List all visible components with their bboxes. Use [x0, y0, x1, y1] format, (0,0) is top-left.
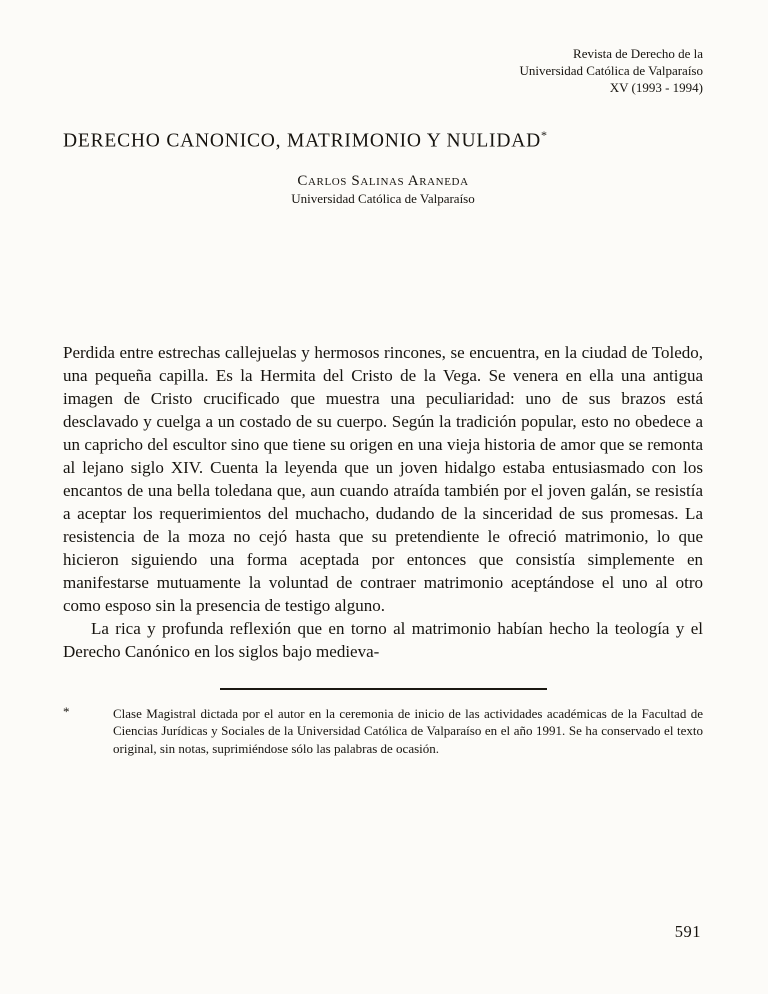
article-body	[63, 341, 703, 663]
footnote	[63, 705, 703, 758]
journal-name-line: Revista de Derecho de la	[573, 46, 703, 61]
author-block	[63, 173, 703, 207]
body-paragraph: Perdida entre estrechas callejuelas y hermosos rincones, se encuentra, en la ciudad de Toledo, una pequeña capilla. Es la Hermita del Cristo de la Vega. Se venera en ella una antigua imagen de Cristo crucificado que muestra una peculiaridad: uno de sus brazos está desclavado y cuelga a un costado de su cuerpo. Según la tradición popular, esto no obedece a un capricho del escultor sino que tiene su origen en una vieja historia de amor que se remonta al lejano siglo XIV. Cuenta la leyenda que un joven hidalgo estaba entusiasmado con los encantos de una bella toledana que, aun cuando atraída también por el joven galán, se resistía a aceptar los requerimientos del muchacho, dudando de la sinceridad de sus promesas. La resistencia de la moza no cejó hasta que su pretendiente le ofreció matrimonio, lo que hicieron siguiendo una forma aceptada por entonces que consistía simplemente en manifestarse mutuamente la voluntad de contraer matrimonio aceptándose el uno al otro como esposo sin la presencia de testigo alguno.	[63, 342, 703, 615]
journal-institution-line: Universidad Católica de Valparaíso	[519, 63, 703, 78]
footnote-marker: *	[63, 703, 70, 719]
author-name: Carlos Salinas Araneda	[297, 172, 469, 189]
footnote-text: Clase Magistral dictada por el autor en la ceremonia de inicio de las actividades académicas de la Facultad de Ciencias Jurídicas y Sociales de la Universidad Católica de Valparaíso en el año 1991. Se ha conservado el texto original, sin notas, suprimiéndose sólo las palabras de ocasión.	[113, 705, 703, 756]
author-affiliation: Universidad Católica de Valparaíso	[291, 190, 475, 206]
title-footnote-marker: *	[540, 128, 548, 142]
page-number: 591	[674, 922, 701, 941]
article-title-text: DERECHO CANONICO, MATRIMONIO Y NULIDAD	[63, 130, 541, 152]
footnote-separator-rule	[220, 688, 547, 690]
journal-header	[63, 45, 703, 96]
body-paragraph: La rica y profunda reflexión que en torno al matrimonio habían hecho la teología y el Derecho Canónico en los siglos bajo medieva-	[63, 618, 703, 661]
journal-volume-line: XV (1993 - 1994)	[609, 80, 703, 95]
article-title	[63, 128, 703, 153]
